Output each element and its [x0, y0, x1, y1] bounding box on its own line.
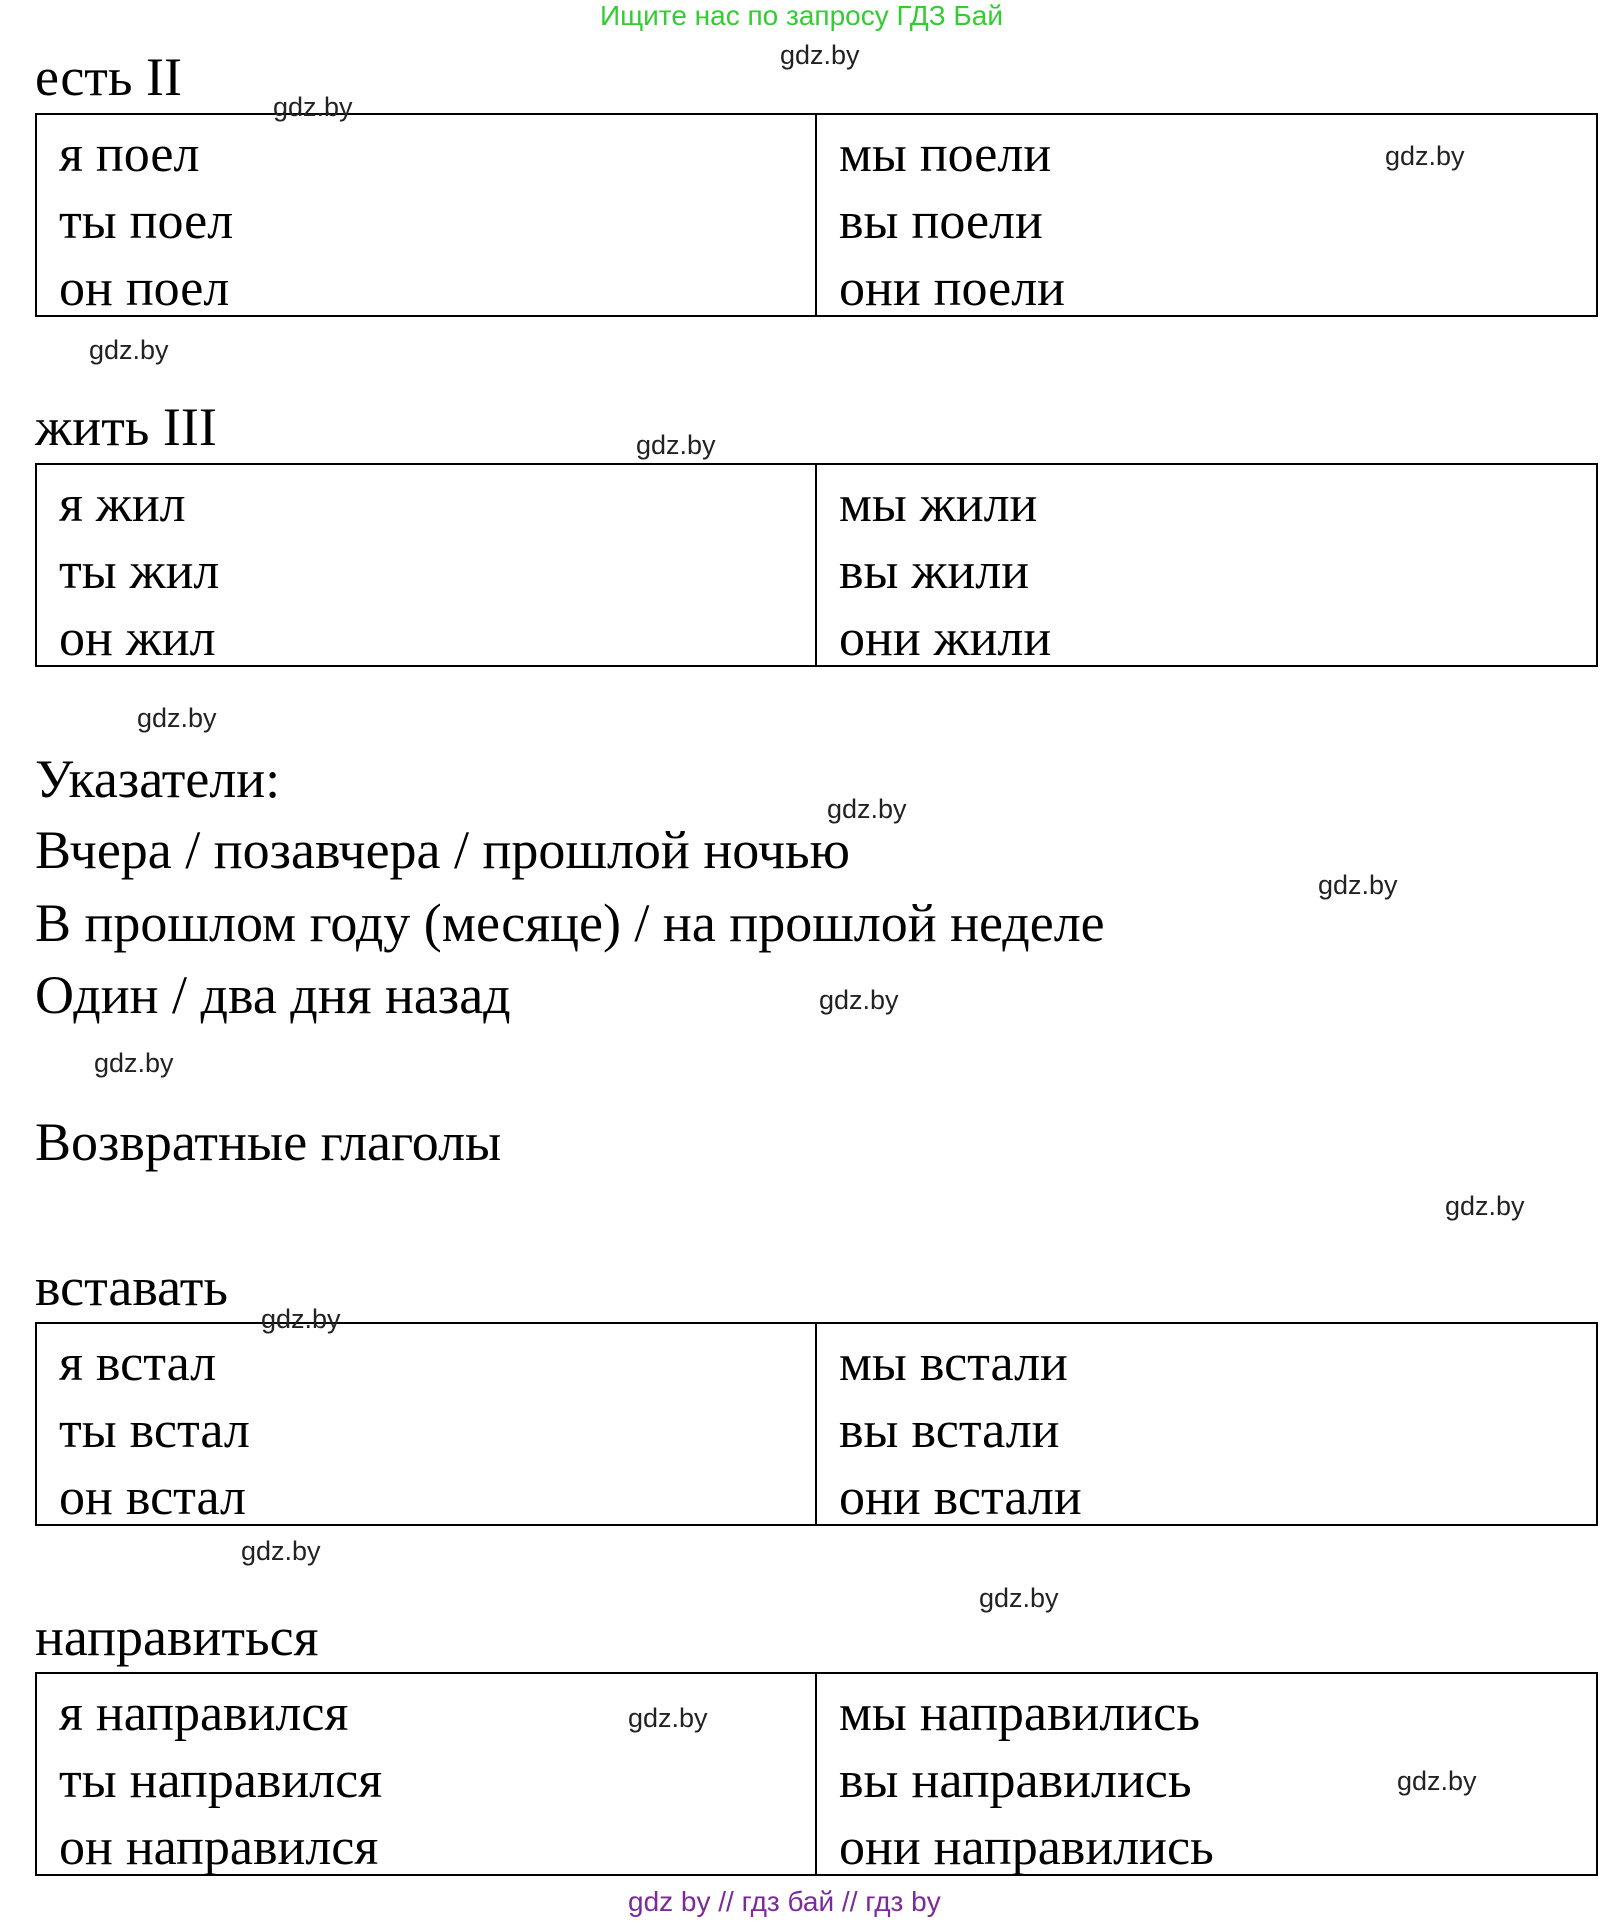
plural-column [817, 1674, 1596, 1874]
form-ya: я встал [59, 1335, 217, 1392]
footer-links: gdz by // гдз бай // гдз by [628, 1886, 941, 1917]
verb-heading-vstavat: вставать [35, 1257, 228, 1317]
form-ty: ты встал [59, 1402, 250, 1459]
conjugation-table-vstavat [35, 1322, 1598, 1526]
form-ty: ты поел [59, 193, 234, 250]
watermark: gdz.by [261, 1304, 341, 1334]
form-my: мы жили [839, 476, 1038, 533]
form-my: мы встали [839, 1335, 1068, 1392]
verb-heading-est: есть II [35, 47, 182, 107]
watermark: gdz.by [827, 794, 907, 824]
plural-column [817, 465, 1596, 665]
watermark: gdz.by [628, 1703, 708, 1733]
watermark: gdz.by [819, 985, 899, 1015]
form-oni: они поели [839, 260, 1065, 317]
conjugation-table-napravitsya [35, 1672, 1598, 1876]
watermark: gdz.by [1397, 1766, 1477, 1796]
watermark: gdz.by [636, 430, 716, 460]
watermark: gdz.by [979, 1583, 1059, 1613]
form-on: он жил [59, 610, 216, 667]
form-my: мы направились [839, 1685, 1200, 1742]
pointers-title: Указатели: [35, 749, 281, 809]
reflexive-title: Возвратные глаголы [35, 1112, 502, 1172]
watermark: gdz.by [241, 1536, 321, 1566]
pointer-line-2: В прошлом году (месяце) / на прошлой неделе [35, 893, 1105, 953]
watermark: gdz.by [780, 40, 860, 70]
singular-column [37, 465, 817, 665]
form-on: он направился [59, 1819, 379, 1876]
singular-column [37, 1324, 817, 1524]
plural-column [817, 1324, 1596, 1524]
search-banner: Ищите нас по запросу ГДЗ Бай [600, 0, 1004, 31]
form-vy: вы поели [839, 193, 1043, 250]
form-on: он поел [59, 260, 230, 317]
form-vy: вы направились [839, 1752, 1192, 1809]
conjugation-table-est [35, 113, 1598, 317]
watermark: gdz.by [94, 1048, 174, 1078]
watermark: gdz.by [273, 92, 353, 122]
watermark: gdz.by [137, 703, 217, 733]
form-oni: они жили [839, 610, 1052, 667]
watermark: gdz.by [1385, 141, 1465, 171]
watermark: gdz.by [1445, 1191, 1525, 1221]
form-ya: я жил [59, 476, 186, 533]
form-oni: они направились [839, 1819, 1214, 1876]
pointer-line-3: Один / два дня назад [35, 965, 511, 1025]
form-ya: я поел [59, 126, 200, 183]
watermark: gdz.by [89, 335, 169, 365]
form-ty: ты жил [59, 543, 220, 600]
form-oni: они встали [839, 1469, 1082, 1526]
singular-column [37, 115, 817, 315]
form-on: он встал [59, 1469, 247, 1526]
form-vy: вы встали [839, 1402, 1060, 1459]
form-ty: ты направился [59, 1752, 383, 1809]
form-my: мы поели [839, 126, 1052, 183]
form-vy: вы жили [839, 543, 1030, 600]
watermark: gdz.by [1318, 870, 1398, 900]
verb-heading-zhit: жить III [35, 397, 217, 457]
verb-heading-napravitsya: направиться [35, 1607, 319, 1667]
conjugation-table-zhit [35, 463, 1598, 667]
form-ya: я направился [59, 1685, 349, 1742]
pointer-line-1: Вчера / позавчера / прошлой ночью [35, 820, 850, 880]
plural-column [817, 115, 1596, 315]
